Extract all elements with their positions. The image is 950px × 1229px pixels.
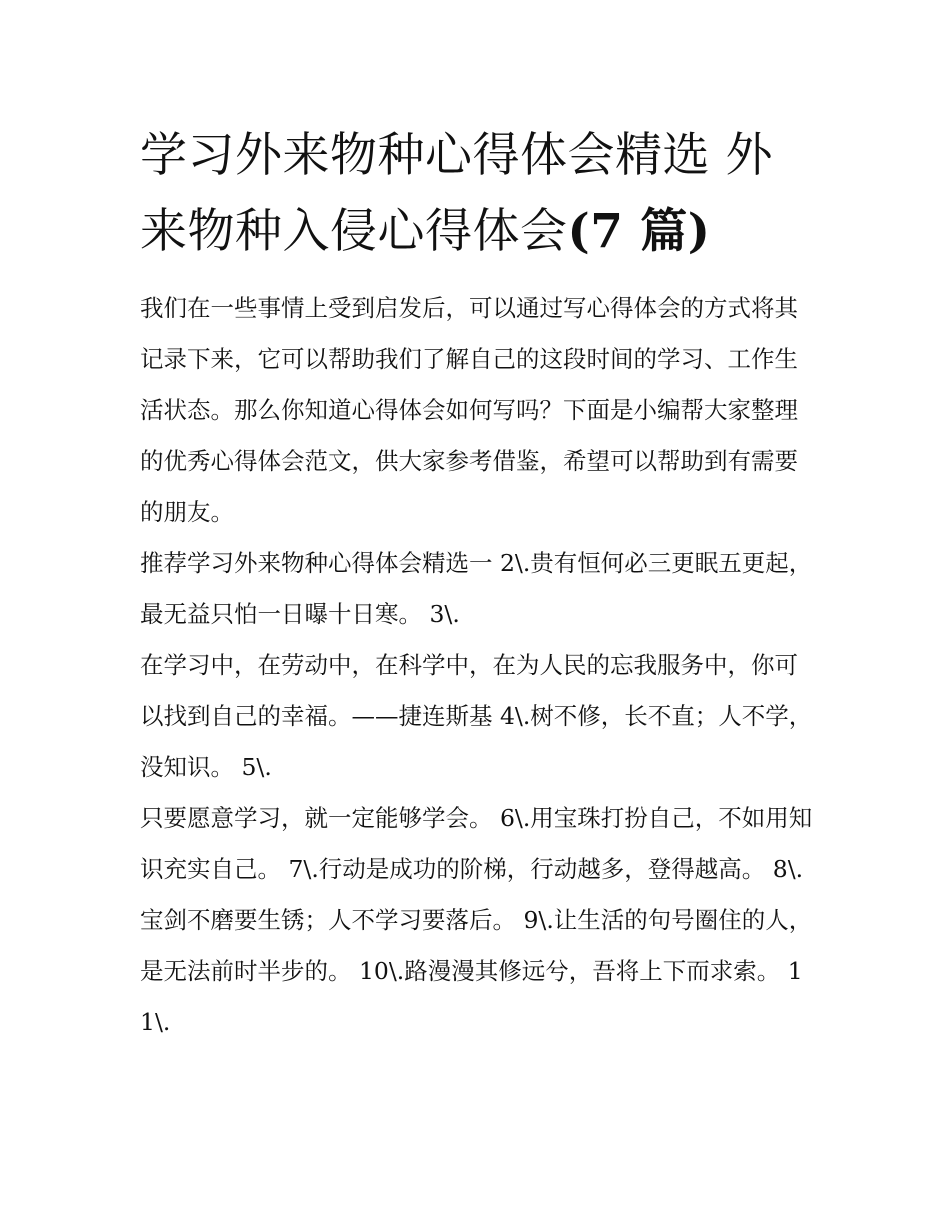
paragraph-quote-1: 推荐学习外来物种心得体会精选一 2\.贵有恒何必三更眠五更起，最无益只怕一日曝十日寒。 3\. [140, 549, 813, 628]
document-body [140, 283, 815, 1048]
paragraph-quote-3: 只要愿意学习，就一定能够学会。 6\.用宝珠打扮自己，不如用知识充实自己。 7\.行动是成功的阶梯，行动越多，登得越高。 8\. [140, 804, 813, 883]
paragraph-quote-4: 宝剑不磨要生锈；人不学习要落后。 9\.让生活的句号圈住的人，是无法前时半步的。 10\.路漫漫其修远兮，吾将上下而求索。 11\. [140, 906, 813, 1036]
paragraph-intro: 我们在一些事情上受到启发后，可以通过写心得体会的方式将其记录下来，它可以帮助我们了解自己的这段时间的学习、工作生活状态。那么你知道心得体会如何写吗？下面是小编帮大家整理的优秀心得体会范文，供大家参考借鉴，希望可以帮助到有需要的朋友。 [140, 294, 798, 526]
paragraph-quote-2: 在学习中，在劳动中，在科学中，在为人民的忘我服务中，你可以找到自己的幸福。——捷连斯基 4\.树不修，长不直；人不学，没知识。 5\. [140, 651, 813, 781]
document-title-text: 学习外来物种心得体会精选 外来物种入侵心得体会 [140, 128, 773, 259]
document-title [140, 118, 820, 270]
document-title-count: (7 篇) [567, 204, 711, 259]
